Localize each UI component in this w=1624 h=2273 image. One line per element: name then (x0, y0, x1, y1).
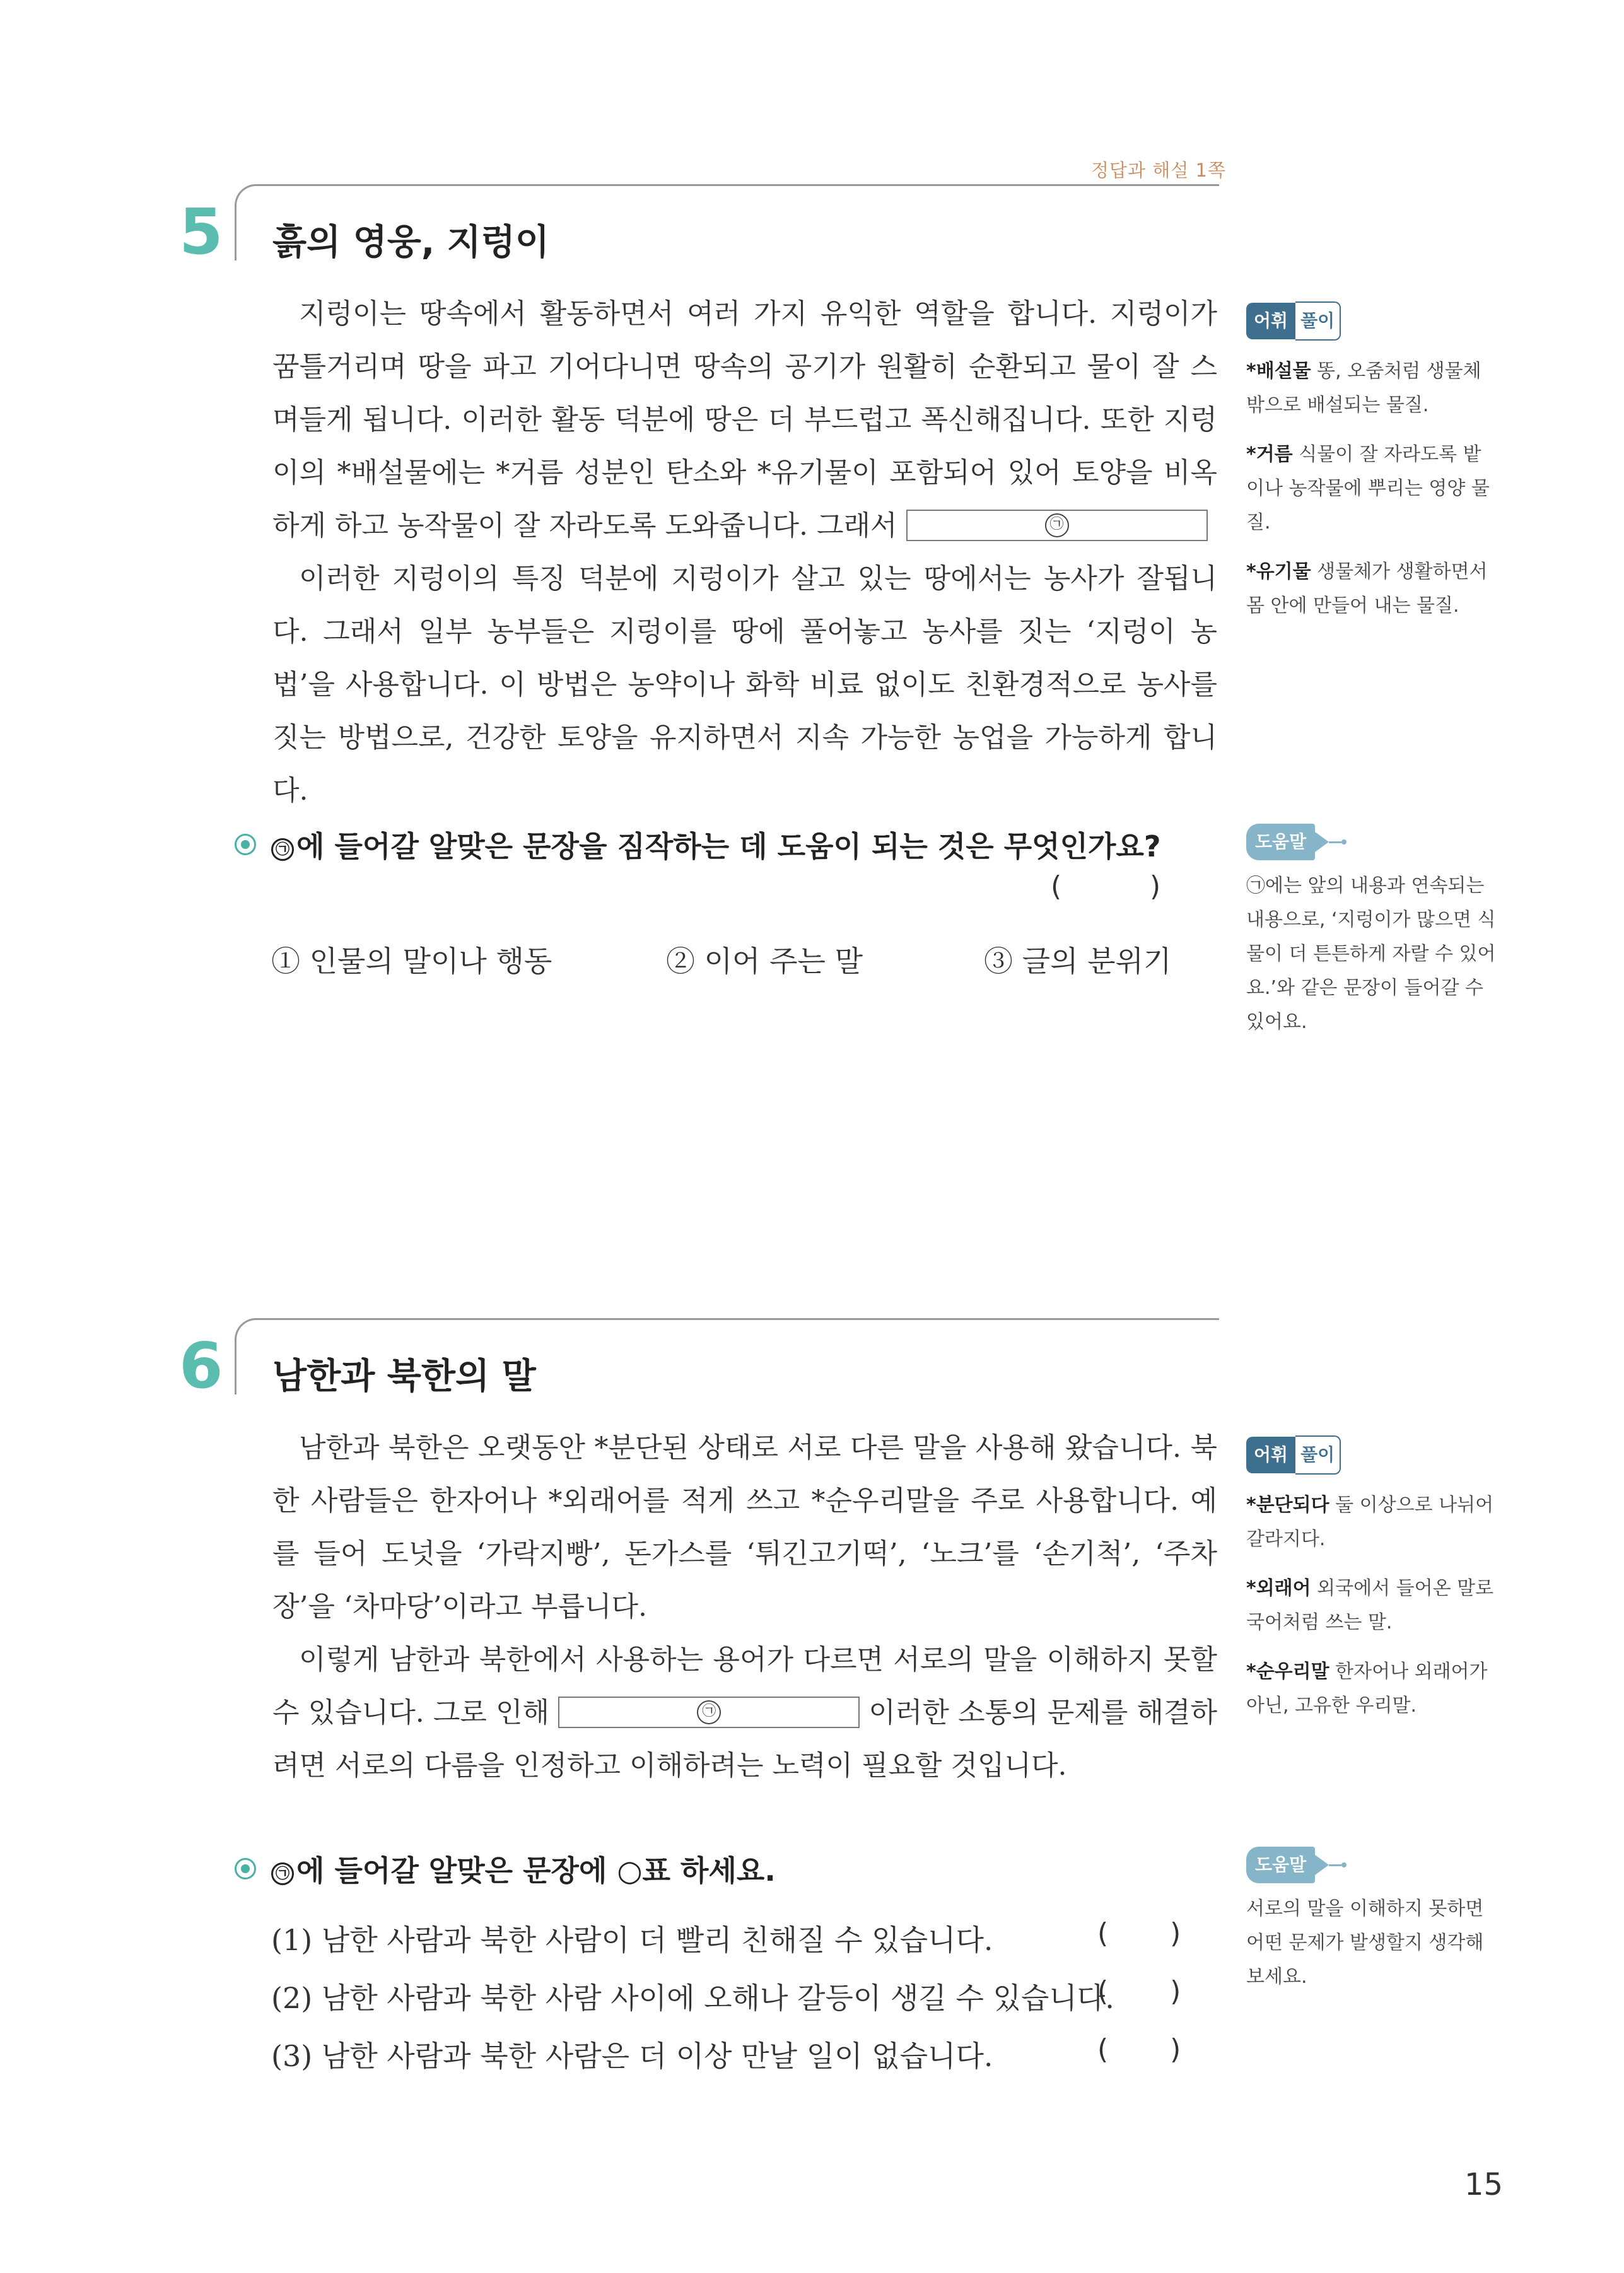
choice-2[interactable]: ② 이어 주는 말 (666, 944, 863, 978)
passage-paragraph: 이러한 지렁이의 특징 덕분에 지렁이가 살고 있는 땅에서는 농사가 잘됩니다. 그래서 일부 농부들은 지렁이를 땅에 풀어놓고 농사를 짓는 ‘지렁이 농법’을 사용합니다. 이 방법은 농약이나 화학 비료 없이도 친환경적으로 농사를 짓는 방법으로, 건강한 토양을 유지하면서 지속 가능한 농업을 가능하게 합니다. (272, 563, 1217, 807)
vocab-tag: 어휘 풀이 (1246, 301, 1341, 341)
option-1: (1) 남한 사람과 북한 사람이 더 빨리 친해질 수 있습니다. (271, 1923, 993, 1957)
vocab-entry: *분단되다 둘 이상으로 나뉘어 갈라지다. (1246, 1494, 1494, 1550)
section-title: 남한과 북한의 말 (272, 1356, 536, 1397)
section-number: 5 (179, 195, 223, 269)
passage (272, 288, 1217, 817)
vocab-tag: 어휘 풀이 (1246, 1435, 1341, 1475)
choice-3[interactable]: ③ 글의 분위기 (984, 944, 1172, 978)
hint-box (1246, 1847, 1498, 2009)
choice-1[interactable]: ① 인물의 말이나 행동 (271, 944, 552, 978)
question-text: ㉠ 에 들어갈 알맞은 문장에 ○표 하세요. (271, 1848, 776, 1890)
passage (272, 1422, 1217, 1792)
passage-paragraph: 이렇게 남한과 북한에서 사용하는 용어가 다르면 서로의 말을 이해하지 못할 수 있습니다. 그로 인해 ㉠ 이러한 소통의 문제를 해결하려면 서로의 다름을 인정하고 이해하려는 노력이 필요할 것입니다. (272, 1644, 1217, 1782)
option-2: (2) 남한 사람과 북한 사람 사이에 오해나 갈등이 생길 수 있습니다. (271, 1981, 1114, 2015)
answer-parentheses[interactable]: ( ) (1051, 870, 1161, 903)
passage-paragraph: 지렁이는 땅속에서 활동하면서 여러 가지 유익한 역할을 합니다. 지렁이가 꿈틀거리며 땅을 파고 기어다니면 땅속의 공기가 원활히 순환되고 물이 잘 스며들게 됩니다. 이러한 활동 덕분에 땅은 더 부드럽고 폭신해집니다. 또한 지렁이의 *배설물에는 *거름 성분인 탄소와 *유기물이 포함되어 있어 토양을 비옥하게 하고 농작물이 잘 자라도록 도와줍니다. 그래서 ㉠ (272, 298, 1217, 542)
option-2-answer[interactable]: ( ) (1097, 1975, 1181, 2007)
blank-marker: ㉠ (1045, 513, 1069, 537)
vocab-entry: *외래어 외국에서 들어온 말로 국어처럼 쓰는 말. (1246, 1577, 1494, 1633)
question-text: ㉠ 에 들어갈 알맞은 문장을 짐작하는 데 도움이 되는 것은 무엇인가요? (271, 824, 1161, 865)
passage-paragraph: 남한과 북한은 오랫동안 *분단된 상태로 서로 다른 말을 사용해 왔습니다. 북한 사람들은 한자어나 *외래어를 적게 쓰고 *순우리말을 주로 사용합니다. 예를 들어 도넛을 ‘가락지빵’, 돈가스를 ‘튀긴고기떡’, ‘노크’를 ‘손기척’, ‘주차장’을 ‘차마당’이라고 부릅니다. (272, 1432, 1217, 1623)
vocab-box (1246, 301, 1498, 638)
question-bullet-icon (235, 834, 256, 855)
vocab-entry: *유기물 생물체가 생활하면서 몸 안에 만들어 내는 물질. (1246, 561, 1488, 617)
vocab-entry: *배설물 똥, 오줌처럼 생물체 밖으로 배설되는 물질. (1246, 360, 1481, 416)
hint-text: ㉠에는 앞의 내용과 연속되는 내용으로, ‘지렁이가 많으면 식물이 더 튼튼하게 자랄 수 있어요.’와 같은 문장이 들어갈 수 있어요. (1246, 875, 1496, 1033)
answer-reference: 정답과 해설 1쪽 (1091, 160, 1226, 181)
question-bullet-icon (235, 1858, 256, 1879)
hint-tag: 도움말 (1246, 824, 1347, 860)
answer-blank (558, 1697, 860, 1728)
section-title: 흙의 영웅, 지렁이 (272, 222, 549, 263)
question-marker: ㉠ (271, 838, 294, 861)
option-1-answer[interactable]: ( ) (1097, 1917, 1181, 1949)
page-number: 15 (1464, 2167, 1504, 2202)
hint-box (1246, 824, 1498, 1055)
question-marker: ㉠ (271, 1862, 294, 1885)
vocab-box (1246, 1435, 1498, 1738)
option-3: (3) 남한 사람과 북한 사람은 더 이상 만날 일이 없습니다. (271, 2039, 993, 2073)
hint-tag: 도움말 (1246, 1847, 1347, 1883)
section-number: 6 (179, 1329, 223, 1403)
blank-marker: ㉠ (697, 1700, 721, 1724)
option-3-answer[interactable]: ( ) (1097, 2033, 1181, 2066)
answer-blank (906, 510, 1208, 541)
vocab-entry: *순우리말 한자어나 외래어가 아닌, 고유한 우리말. (1246, 1661, 1488, 1717)
hint-text: 서로의 말을 이해하지 못하면 어떤 문제가 발생할지 생각해 보세요. (1246, 1898, 1484, 1988)
vocab-entry: *거름 식물이 잘 자라도록 밭이나 농작물에 뿌리는 영양 물질. (1246, 443, 1490, 534)
